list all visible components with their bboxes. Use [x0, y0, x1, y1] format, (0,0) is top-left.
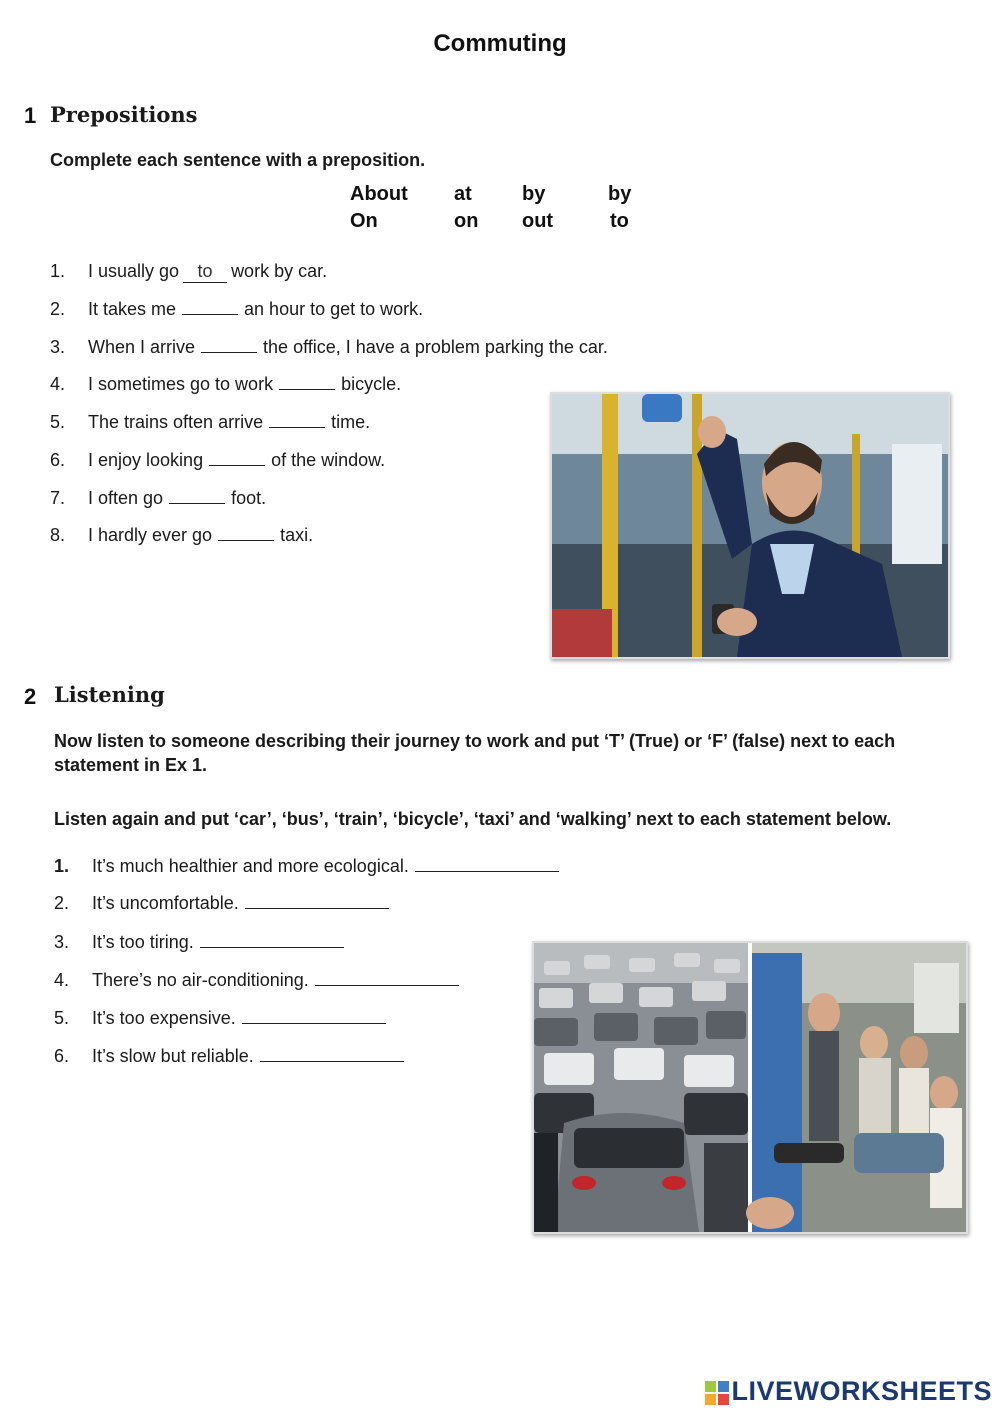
exercise-1-item: 3. When I arrive the office, I have a problem parking the car.	[50, 337, 608, 357]
word-bank-item: to	[610, 210, 629, 232]
answer-blank[interactable]	[260, 1047, 404, 1062]
exercise-1-item: 2. It takes me an hour to get to work.	[50, 299, 424, 319]
exercise-2-item: 2. It’s uncomfortable.	[54, 893, 389, 914]
traffic-and-crowd-illustration	[534, 943, 966, 1232]
answer-blank[interactable]	[242, 1009, 386, 1024]
exercise-2-item: 5. It’s too expensive.	[54, 1008, 386, 1029]
answer-blank[interactable]	[269, 413, 325, 428]
section-1-instruction: Complete each sentence with a preposition.	[50, 150, 426, 170]
exercise-1-item: 6. I enjoy looking of the window.	[50, 450, 386, 470]
word-bank-item: on	[454, 210, 479, 232]
commuter-train-photo	[550, 392, 950, 659]
answer-blank[interactable]	[201, 338, 257, 353]
section-1-number: 1	[24, 103, 37, 128]
exercise-1-item: 7. I often go foot.	[50, 488, 267, 508]
word-bank-item: by	[522, 183, 546, 205]
traffic-and-crowd-photo	[532, 941, 968, 1234]
logo-text: LIVEWORKSHEETS	[731, 1376, 992, 1406]
exercise-2-item: 6. It’s slow but reliable.	[54, 1046, 404, 1067]
logo-mark-icon	[705, 1381, 729, 1405]
exercise-1-item: 5. The trains often arrive time.	[50, 412, 371, 432]
section-1-heading: Prepositions	[50, 102, 198, 127]
answer-blank[interactable]	[315, 971, 459, 986]
exercise-2-item: 1. It’s much healthier and more ecological.	[54, 856, 559, 877]
word-bank-item: by	[608, 183, 632, 205]
word-bank-item: out	[522, 210, 554, 232]
section-2-heading: Listening	[54, 682, 165, 707]
section-2-number: 2	[24, 684, 37, 709]
answer-blank[interactable]	[245, 894, 389, 909]
answer-field[interactable]	[183, 261, 227, 283]
page-title: Commuting	[433, 30, 567, 57]
answer-blank[interactable]	[169, 489, 225, 504]
answer-blank[interactable]	[415, 857, 559, 872]
word-bank-item: On	[350, 210, 378, 232]
word-bank-item: About	[350, 183, 408, 205]
exercise-1-item: 8. I hardly ever go taxi.	[50, 525, 314, 545]
exercise-2-item: 3. It’s too tiring.	[54, 932, 344, 953]
answer-blank[interactable]	[279, 375, 335, 390]
answer-blank[interactable]	[200, 933, 344, 948]
answer-blank[interactable]	[182, 300, 238, 315]
answer-blank[interactable]	[209, 451, 265, 466]
exercise-1-item: 1. I usually goto work by car.	[50, 261, 327, 283]
section-2-instruction-1-line-2: statement in Ex 1.	[54, 755, 208, 775]
exercise-2-item: 4. There’s no air-conditioning.	[54, 970, 459, 991]
answer-blank[interactable]	[218, 526, 274, 541]
section-2-instruction-2: Listen again and put ‘car’, ‘bus’, ‘train’, ‘bicycle’, ‘taxi’ and ‘walking’ next to each statement below.	[54, 809, 892, 829]
commuter-train-illustration	[552, 394, 948, 657]
word-bank-item: at	[454, 183, 472, 205]
liveworksheets-logo	[705, 1376, 992, 1407]
exercise-1-item: 4. I sometimes go to work bicycle.	[50, 374, 402, 394]
section-2-instruction-1-line-1: Now listen to someone describing their journey to work and put ‘T’ (True) or ‘F’ (false) next to each	[54, 731, 896, 751]
